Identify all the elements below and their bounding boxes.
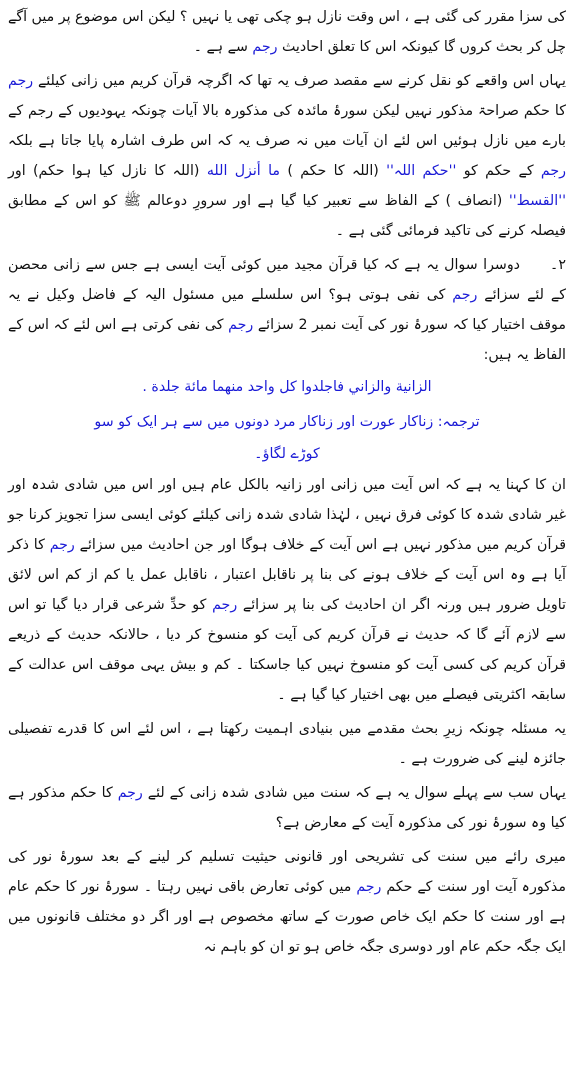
paragraph-number: ۲۔ bbox=[550, 257, 566, 273]
highlight-ma-anzal-allah: ما أنزل الله bbox=[206, 163, 280, 179]
paragraph-first-question: یہاں سب سے پہلے سوال یہ ہے کہ سنت میں شادی شدہ زانی کے لئے رجم کا حکم مذکور ہے کیا وہ سورۂ نور کی مذکورہ آیت کے معارض ہے؟ bbox=[8, 785, 566, 831]
translation-line-1: ترجمہ: زناکار عورت اور زناکار مرد دونوں میں سے ہر ایک کو سو bbox=[94, 414, 480, 430]
paragraph-surah-maidah: یہاں اس واقعے کو نقل کرنے سے مقصد صرف یہ تھا کہ اگرچہ قرآن کریم میں زانی کیلئے رجم کا حکم صراحۃ مذکور نہیں لیکن سورۂ مائدہ کی مذکورہ بالا آیات چونکہ یہودیوں کے رجم کے بارے میں نازل ہوئیں اس لئے ان آیات میں نہ صرف یہ کہ اس طرف اشارہ پایا جاتا ہے بلکہ رجم کے حکم کو ''حکم اللہ'' (اللہ کا حکم ) ما أنزل الله (اللہ کا نازل کیا ہوا حکم) اور ''القسط'' (انصاف ) کے الفاظ سے تعبیر کیا گیا ہے اور سرورِ دوعالم ﷺ کو اس کے مطابق فیصلہ کرنے کی تاکید فرمائی گئی ہے ۔ bbox=[8, 73, 566, 239]
highlight-rajm: رجم bbox=[8, 73, 34, 89]
highlight-rajm: رجم bbox=[452, 287, 478, 303]
highlight-al-qist: ''القسط'' bbox=[508, 193, 566, 209]
highlight-rajm: رجم bbox=[117, 785, 143, 801]
highlight-rajm: رجم bbox=[540, 163, 566, 179]
paragraph-importance: یہ مسئلہ چونکہ زیرِ بحث مقدمے میں بنیادی اہمیت رکھتا ہے ، اس لئے اس کا قدرے تفصیلی جائزہ لینے کی ضرورت ہے ۔ bbox=[8, 721, 566, 767]
translation-line-2: کوڑے لگاؤ۔ bbox=[254, 446, 320, 462]
paragraph-argument: ان کا کہنا یہ ہے کہ اس آیت میں زانی اور زانیہ بالکل عام ہیں اور اس میں شادی شدہ اور غیر شادی شدہ کا کوئی فرق نہیں ، لہٰذا شادی شدہ زانی کیلئے کوئی ایسی سزا تجویز کرنا جو قرآن کریم میں مذکور نہیں ہے اس آیت کے خلاف ہوگا اور جن احادیث میں سزائے رجم کا ذکر آیا ہے وہ اس آیت کے خلاف ہونے کی بنا پر ناقابل اعتبار ، ناقابل عمل یا کم از کم اس لائق تاویل ضرور ہیں ورنہ اگر ان احادیث کی بنا پر سزائے رجم کو حدِّ شرعی قرار دیا گیا تو اس سے لازم آئے گا کہ حدیث نے قرآن کریم کی آیت کو منسوخ کر دیا ، حالانکہ حدیث کے ذریعے قرآن کریم کی کسی آیت کو منسوخ نہیں کیا جاسکتا ۔ کم و بیش یہی موقف اس عدالت کے سابقہ اکثریتی فیصلے میں بھی اختیار کیا گیا ہے ۔ bbox=[8, 477, 566, 703]
paragraph-second-question: ۲۔دوسرا سوال یہ ہے کہ کیا قرآن مجید میں کوئی آیت ایسی ہے جس سے زانی محصن کے لئے سزائے رجم کی نفی ہوتی ہو؟ اس سلسلے میں مسئول الیہ کے فاضل وکیل نے یہ موقف اختیار کیا کہ سورۂ نور کی آیت نمبر 2 سزائے رجم کی نفی کرتی ہے اس لئے کہ اس کے الفاظ یہ ہیں: bbox=[8, 250, 566, 370]
highlight-hukm-allah: ''حکم اللہ'' bbox=[386, 163, 457, 179]
highlight-rajm: رجم bbox=[228, 317, 254, 333]
quran-verse: الزانية والزاني فاجلدوا كل واحد منهما مائة جلدة . bbox=[142, 379, 432, 395]
highlight-rajm: رجم bbox=[212, 597, 238, 613]
highlight-rajm: رجم bbox=[356, 879, 382, 895]
highlight-rajm: رجم bbox=[252, 39, 278, 55]
paragraph-opinion: میری رائے میں سنت کی تشریحی اور قانونی حیثیت تسلیم کر لینے کے بعد سورۂ نور کی مذکورہ آیت اور سنت کے حکم رجم میں کوئی تعارض باقی نہیں رہتا ۔ سورۂ نور کا حکم عام ہے اور سنت کا حکم ایک خاص صورت کے ساتھ مخصوص ہے اور اگر دو مختلف قانونوں میں ایک جگہ حکم عام اور دوسری جگہ خاص ہو تو ان کو باہم نہ bbox=[8, 849, 566, 955]
paragraph-intro: کی سزا مقرر کی گئی ہے ، اس وقت نازل ہو چکی تھی یا نہیں ؟ لیکن اس موضوع پر میں آگے چل کر بحث کروں گا کیونکہ اس کا تعلق احادیث رجم سے ہے ۔ bbox=[8, 9, 566, 55]
highlight-rajm: رجم bbox=[49, 537, 75, 553]
